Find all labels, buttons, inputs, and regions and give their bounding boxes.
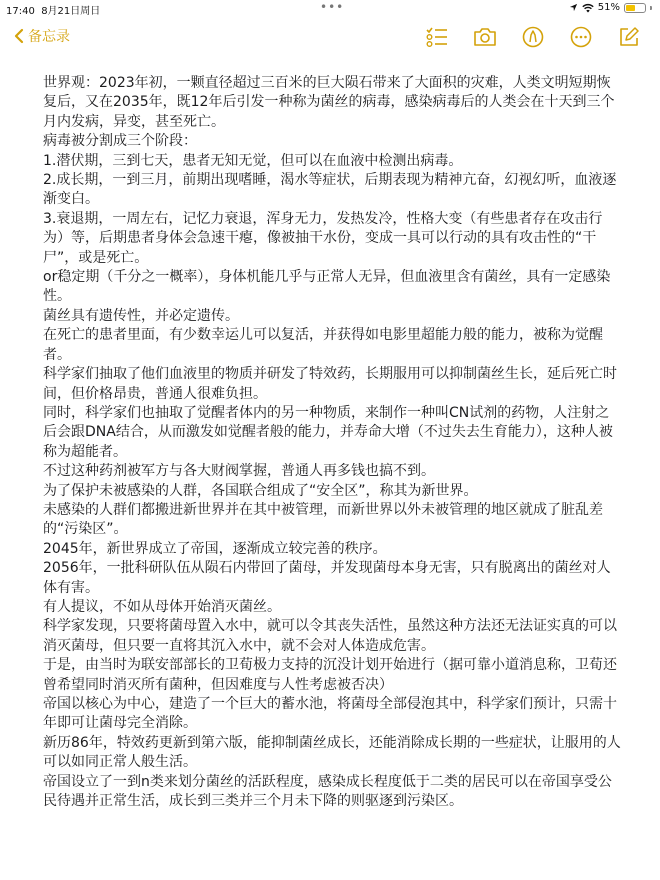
note-paragraph: 科学家发现，只要将菌母置入水中，就可以令其丧失活性，虽然这种方法还无法证实真的可以消灭菌母，但只要一直将其沉入水中，就不会对人体造成危害。 bbox=[43, 618, 617, 654]
note-paragraph: 病毒被分割成三个阶段： bbox=[43, 133, 197, 150]
note-paragraph: 在死亡的患者里面，有少数幸运儿可以复活，并获得如电影里超能力般的能力，被称为觉醒者。 bbox=[43, 327, 603, 363]
battery-icon bbox=[624, 3, 646, 13]
date-text: 8月21日周日 bbox=[41, 6, 101, 17]
note-paragraph: 2056年，一批科研队伍从陨石内带回了菌母，并发现菌母本身无害，只有脱离出的菌丝对人体有害。 bbox=[43, 560, 611, 596]
back-label: 备忘录 bbox=[28, 29, 70, 45]
back-button[interactable] bbox=[14, 26, 70, 46]
status-time bbox=[6, 2, 100, 17]
note-paragraph: 3.衰退期，一周左右，记忆力衰退，浑身无力，发热发冷，性格大变（有些患者存在攻击行为）等，后期患者身体会急速干瘪，像被抽干水份，变成一具可以行动的具有攻击性的“干尸”，或是死亡。 bbox=[43, 210, 603, 266]
note-paragraph: 1.潜伏期，三到七天，患者无知无觉，但可以在血液中检测出病毒。 bbox=[43, 152, 463, 169]
more-button[interactable] bbox=[568, 24, 594, 50]
camera-button[interactable] bbox=[472, 24, 498, 50]
checklist-button[interactable] bbox=[424, 24, 450, 50]
note-paragraph: 2.成长期，一到三月，前期出现嗜睡，渴水等症状，后期表现为精神亢奋，幻视幻听，血液逐渐变白。 bbox=[43, 172, 617, 208]
toolbar-actions bbox=[424, 24, 642, 50]
note-paragraph: 有人提议，不如从母体开始消灭菌丝。 bbox=[43, 598, 281, 615]
toolbar bbox=[0, 20, 660, 54]
note-paragraph: 菌丝具有遗传性，并必定遗传。 bbox=[43, 307, 239, 324]
note-paragraph: 同时，科学家们也抽取了觉醒者体内的另一种物质，来制作一种叫CN试剂的药物，人注射之后会跟DNA结合，从而激发如觉醒者般的能力，并寿命大增（不过失去生育能力），这种人被称为超能者。 bbox=[43, 404, 613, 460]
battery-nub bbox=[650, 6, 652, 10]
status-bar bbox=[0, 0, 660, 18]
checklist-icon bbox=[426, 27, 448, 47]
battery-fill bbox=[626, 5, 635, 11]
note-paragraph: 新历86年，特效药更新到第六版，能抑制菌丝成长，还能消除成长期的一些症状，让服用的人可以如同正常人般生活。 bbox=[43, 734, 621, 771]
note-paragraph: 为了保护未被感染的人群，各国联合组成了“安全区”，称其为新世界。 bbox=[43, 482, 478, 499]
camera-icon bbox=[473, 27, 497, 47]
compose-button[interactable] bbox=[616, 24, 642, 50]
more-icon bbox=[570, 26, 592, 48]
location-icon bbox=[569, 3, 578, 12]
battery-percent: 51% bbox=[597, 2, 620, 13]
note-body[interactable] bbox=[43, 74, 621, 811]
chevron-left-icon bbox=[14, 28, 24, 44]
multitasking-dots-icon[interactable]: ••• bbox=[320, 0, 345, 14]
time-text: 17:40 bbox=[6, 6, 35, 17]
note-paragraph: 不过这种药剂被军方与各大财阀掌握，普通人再多钱也搞不到。 bbox=[43, 463, 435, 480]
note-paragraph: 帝国设立了一到n类来划分菌丝的活跃程度，感染成长程度低于二类的居民可以在帝国享受公民待遇并正常生活，成长到三类并三个月未下降的则驱逐到污染区。 bbox=[43, 773, 612, 810]
note-paragraph: 于是，由当时为联安部部长的卫荀极力支持的沉没计划开始进行（据可靠小道消息称，卫荀还曾希望同时消灭所有菌种，但因难度与人性考虑被否决） bbox=[43, 657, 617, 693]
note-paragraph: 科学家们抽取了他们血液里的物质并研发了特效药，长期服用可以抑制菌丝生长，延后死亡时间，但价格昂贵，普通人很难负担。 bbox=[43, 366, 617, 402]
note-paragraph: 2045年，新世界成立了帝国，逐渐成立较完善的秩序。 bbox=[43, 540, 387, 557]
note-paragraph: 帝国以核心为中心，建造了一个巨大的蓄水池，将菌母全部侵泡其中，科学家们预计，只需十年即可让菌母完全消除。 bbox=[43, 696, 617, 732]
markup-pen-icon bbox=[522, 26, 544, 48]
wifi-icon bbox=[582, 3, 594, 13]
markup-button[interactable] bbox=[520, 24, 546, 50]
status-right bbox=[569, 2, 652, 13]
note-paragraph: 未感染的人群们都搬进新世界并在其中被管理，而新世界以外未被管理的地区就成了脏乱差的“污染区”。 bbox=[43, 501, 603, 538]
note-paragraph: 世界观：2023年初，一颗直径超过三百米的巨大陨石带来了大面积的灾难，人类文明短期恢复后，又在2035年，既12年后引发一种称为菌丝的病毒，感染病毒后的人类会在十天到三个月内发病，异变，甚至死亡。 bbox=[43, 75, 615, 130]
note-paragraph: or稳定期（千分之一概率），身体机能几乎与正常人无异，但血液里含有菌丝，具有一定感染性。 bbox=[43, 269, 611, 305]
compose-icon bbox=[618, 26, 640, 48]
